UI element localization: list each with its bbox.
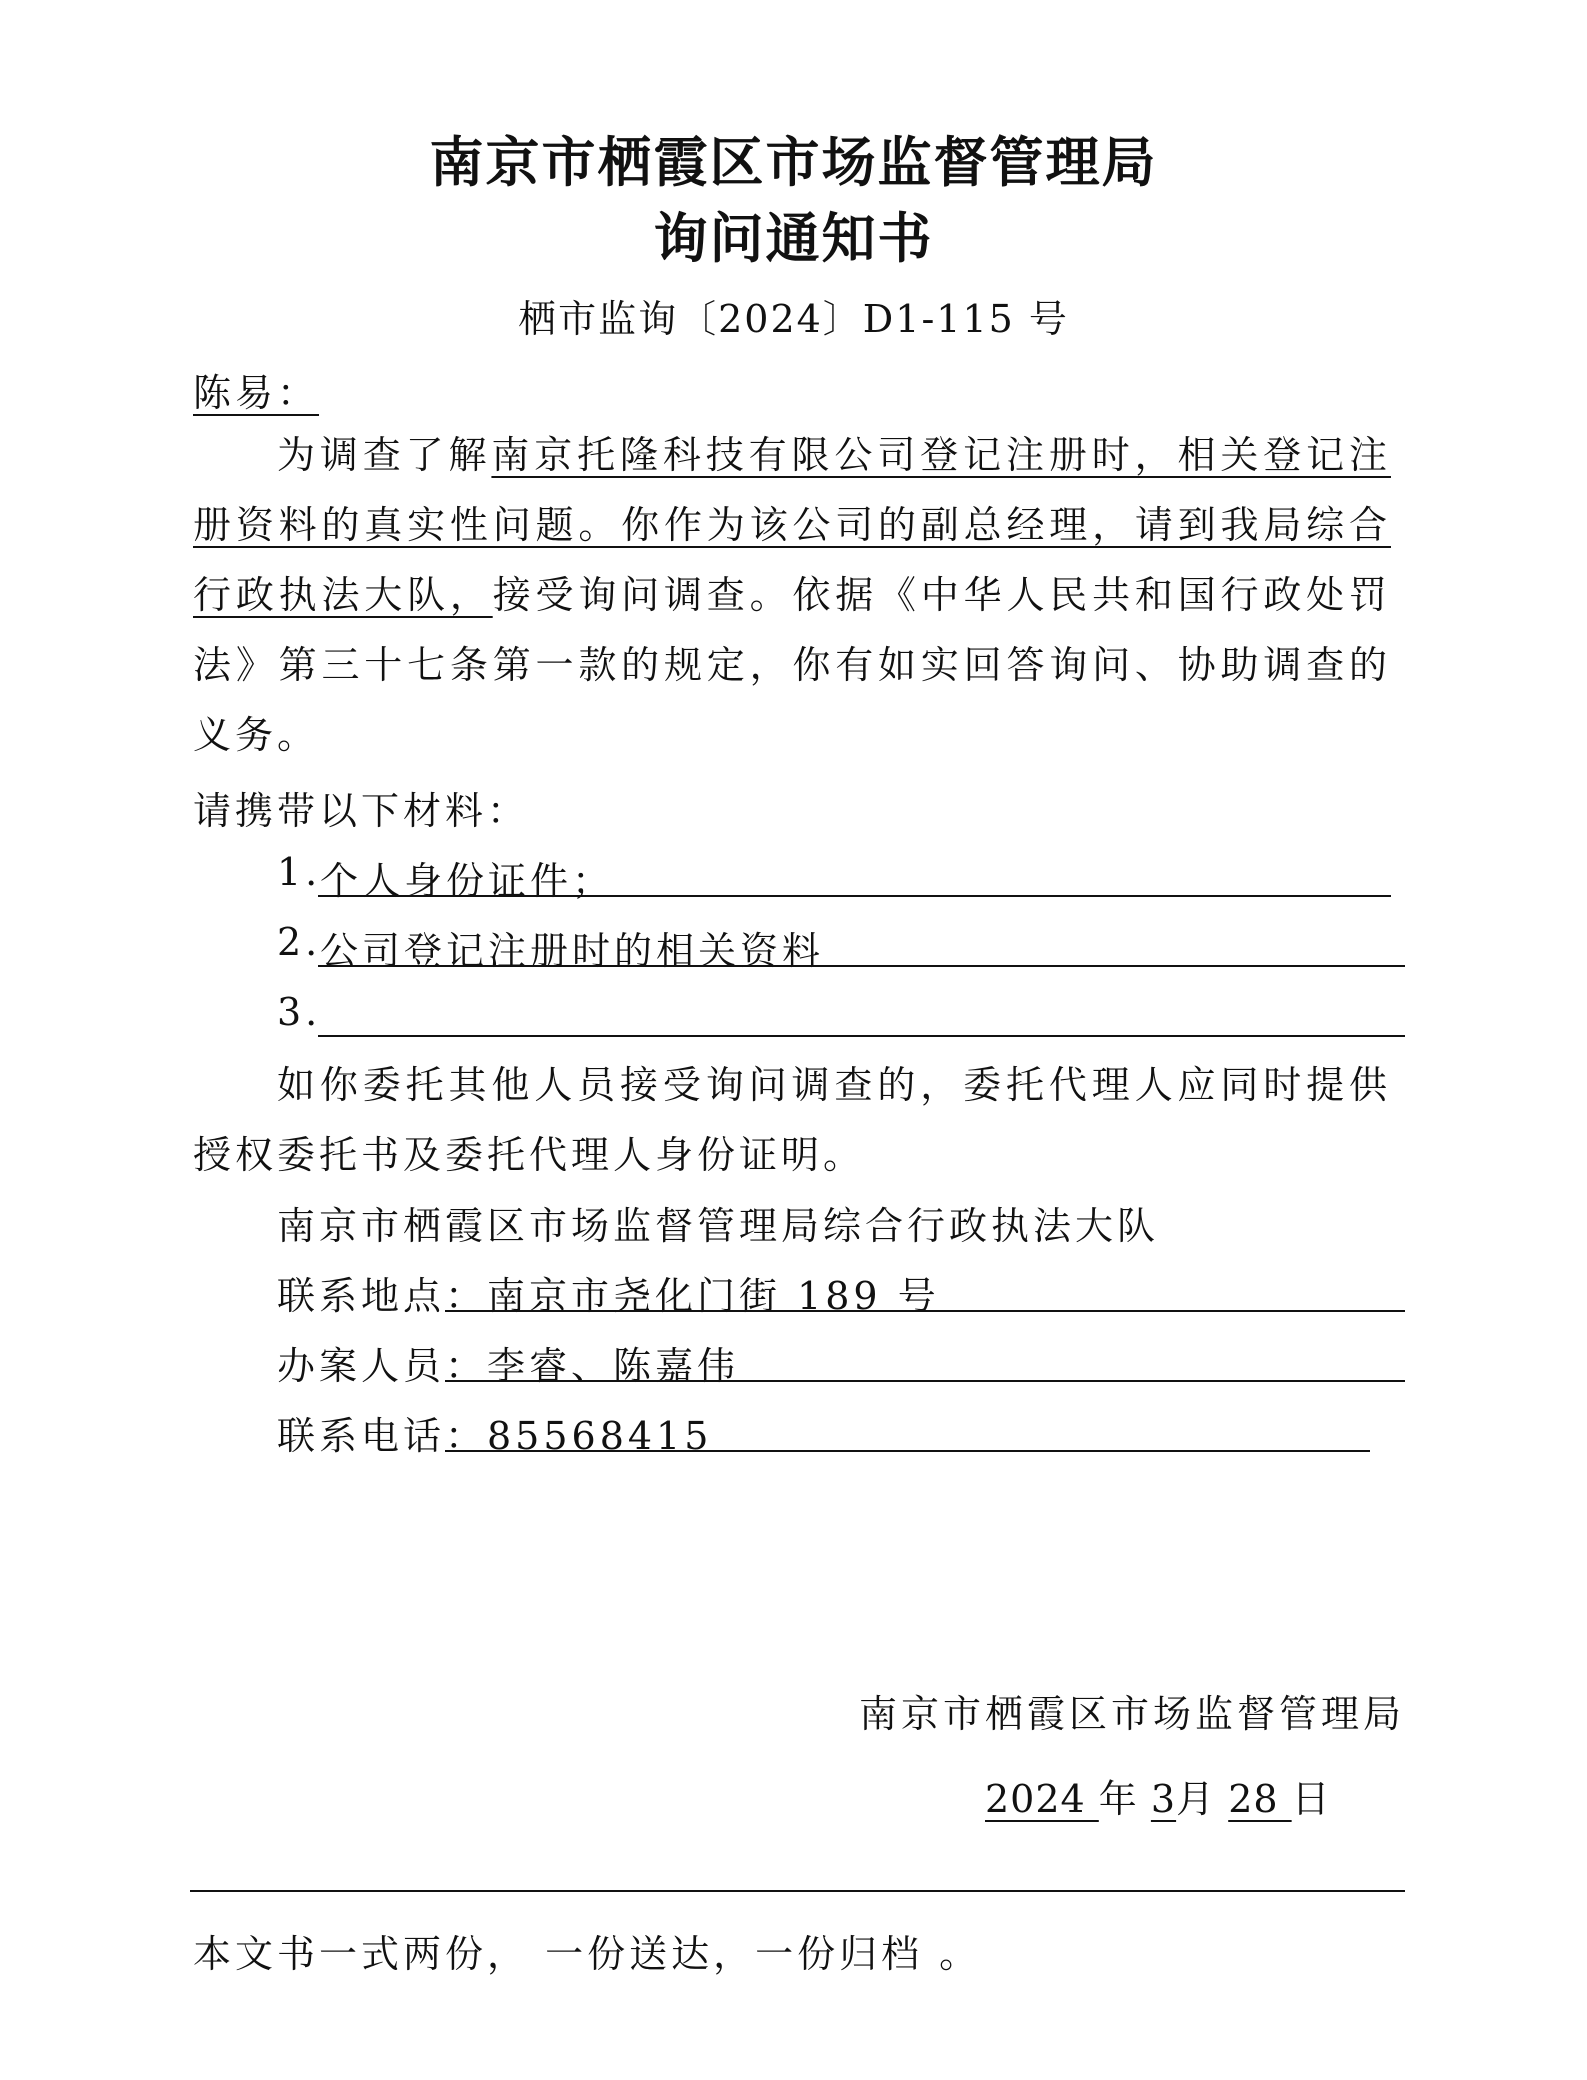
paragraph-summons-prefix: 为调查了解 (277, 433, 492, 477)
materials-heading: 请携带以下材料： (193, 789, 530, 833)
contact-address-underline (445, 1310, 1405, 1312)
contact-address-label: 联系地点 (277, 1274, 446, 1318)
material-item-3-underline (318, 1035, 1405, 1037)
addressee: 陈易： (193, 371, 320, 415)
document-number: 栖市监询〔2024〕D1-115 号 (518, 297, 1069, 341)
material-item-2-text: 公司登记注册时的相关资料 (320, 929, 825, 973)
signature-year: 2024 (985, 1777, 1099, 1821)
paragraph-summons (193, 420, 1391, 770)
material-item-1-underline (318, 895, 1391, 897)
material-item-3-number: 3. (277, 990, 322, 1034)
agency-title: 南京市栖霞区市场监督管理局 (429, 131, 1158, 194)
signature-month: 3 (1150, 1777, 1177, 1821)
signature-day: 28 (1228, 1777, 1292, 1821)
footer-divider (190, 1890, 1405, 1892)
document-title: 询问通知书 (653, 207, 934, 270)
material-item-2-number: 2. (277, 920, 322, 964)
contact-phone-label: 联系电话 (277, 1414, 446, 1458)
signature-year-unit: 年 (1098, 1777, 1138, 1821)
contact-staff-label: 办案人员 (277, 1344, 446, 1388)
signature-month-unit: 月 (1176, 1777, 1216, 1821)
signature-date (985, 1768, 1331, 1823)
contact-staff-underline (445, 1380, 1405, 1382)
footer-note: 本文书一式两份， 一份送达，一份归档 。 (193, 1932, 982, 1976)
contact-phone-underline (445, 1450, 1370, 1452)
material-item-1-text: 个人身份证件； (320, 859, 615, 903)
contact-staff-value: ：李睿、陈嘉伟 (445, 1344, 740, 1388)
contact-unit: 南京市栖霞区市场监督管理局综合行政执法大队 (277, 1204, 1160, 1248)
material-item-2-underline (318, 965, 1405, 967)
contact-phone-value: ：85568415 (445, 1414, 713, 1458)
material-item-1-number: 1. (277, 850, 322, 894)
contact-address-value: ：南京市尧化门街 189 号 (445, 1274, 940, 1318)
paragraph-summons-suffix: 接受询问调查。依据《中华人民共和国行政处罚法》第三十七条第一款的规定，你有如实回答询问、协助调查的义务。 (193, 573, 1391, 757)
signature-agency: 南京市栖霞区市场监督管理局 (858, 1692, 1405, 1736)
paragraph-summons-matter: 南京托隆科技有限公司登记注册时，相关登记注册资料的真实性问题。你作为该公司的副总经理，请到我局综合行政执法大队， (193, 433, 1391, 617)
paragraph-proxy: 如你委托其他人员接受询问调查的，委托代理人应同时提供授权委托书及委托代理人身份证明。 (193, 1063, 1391, 1177)
signature-day-unit: 日 (1291, 1777, 1331, 1821)
